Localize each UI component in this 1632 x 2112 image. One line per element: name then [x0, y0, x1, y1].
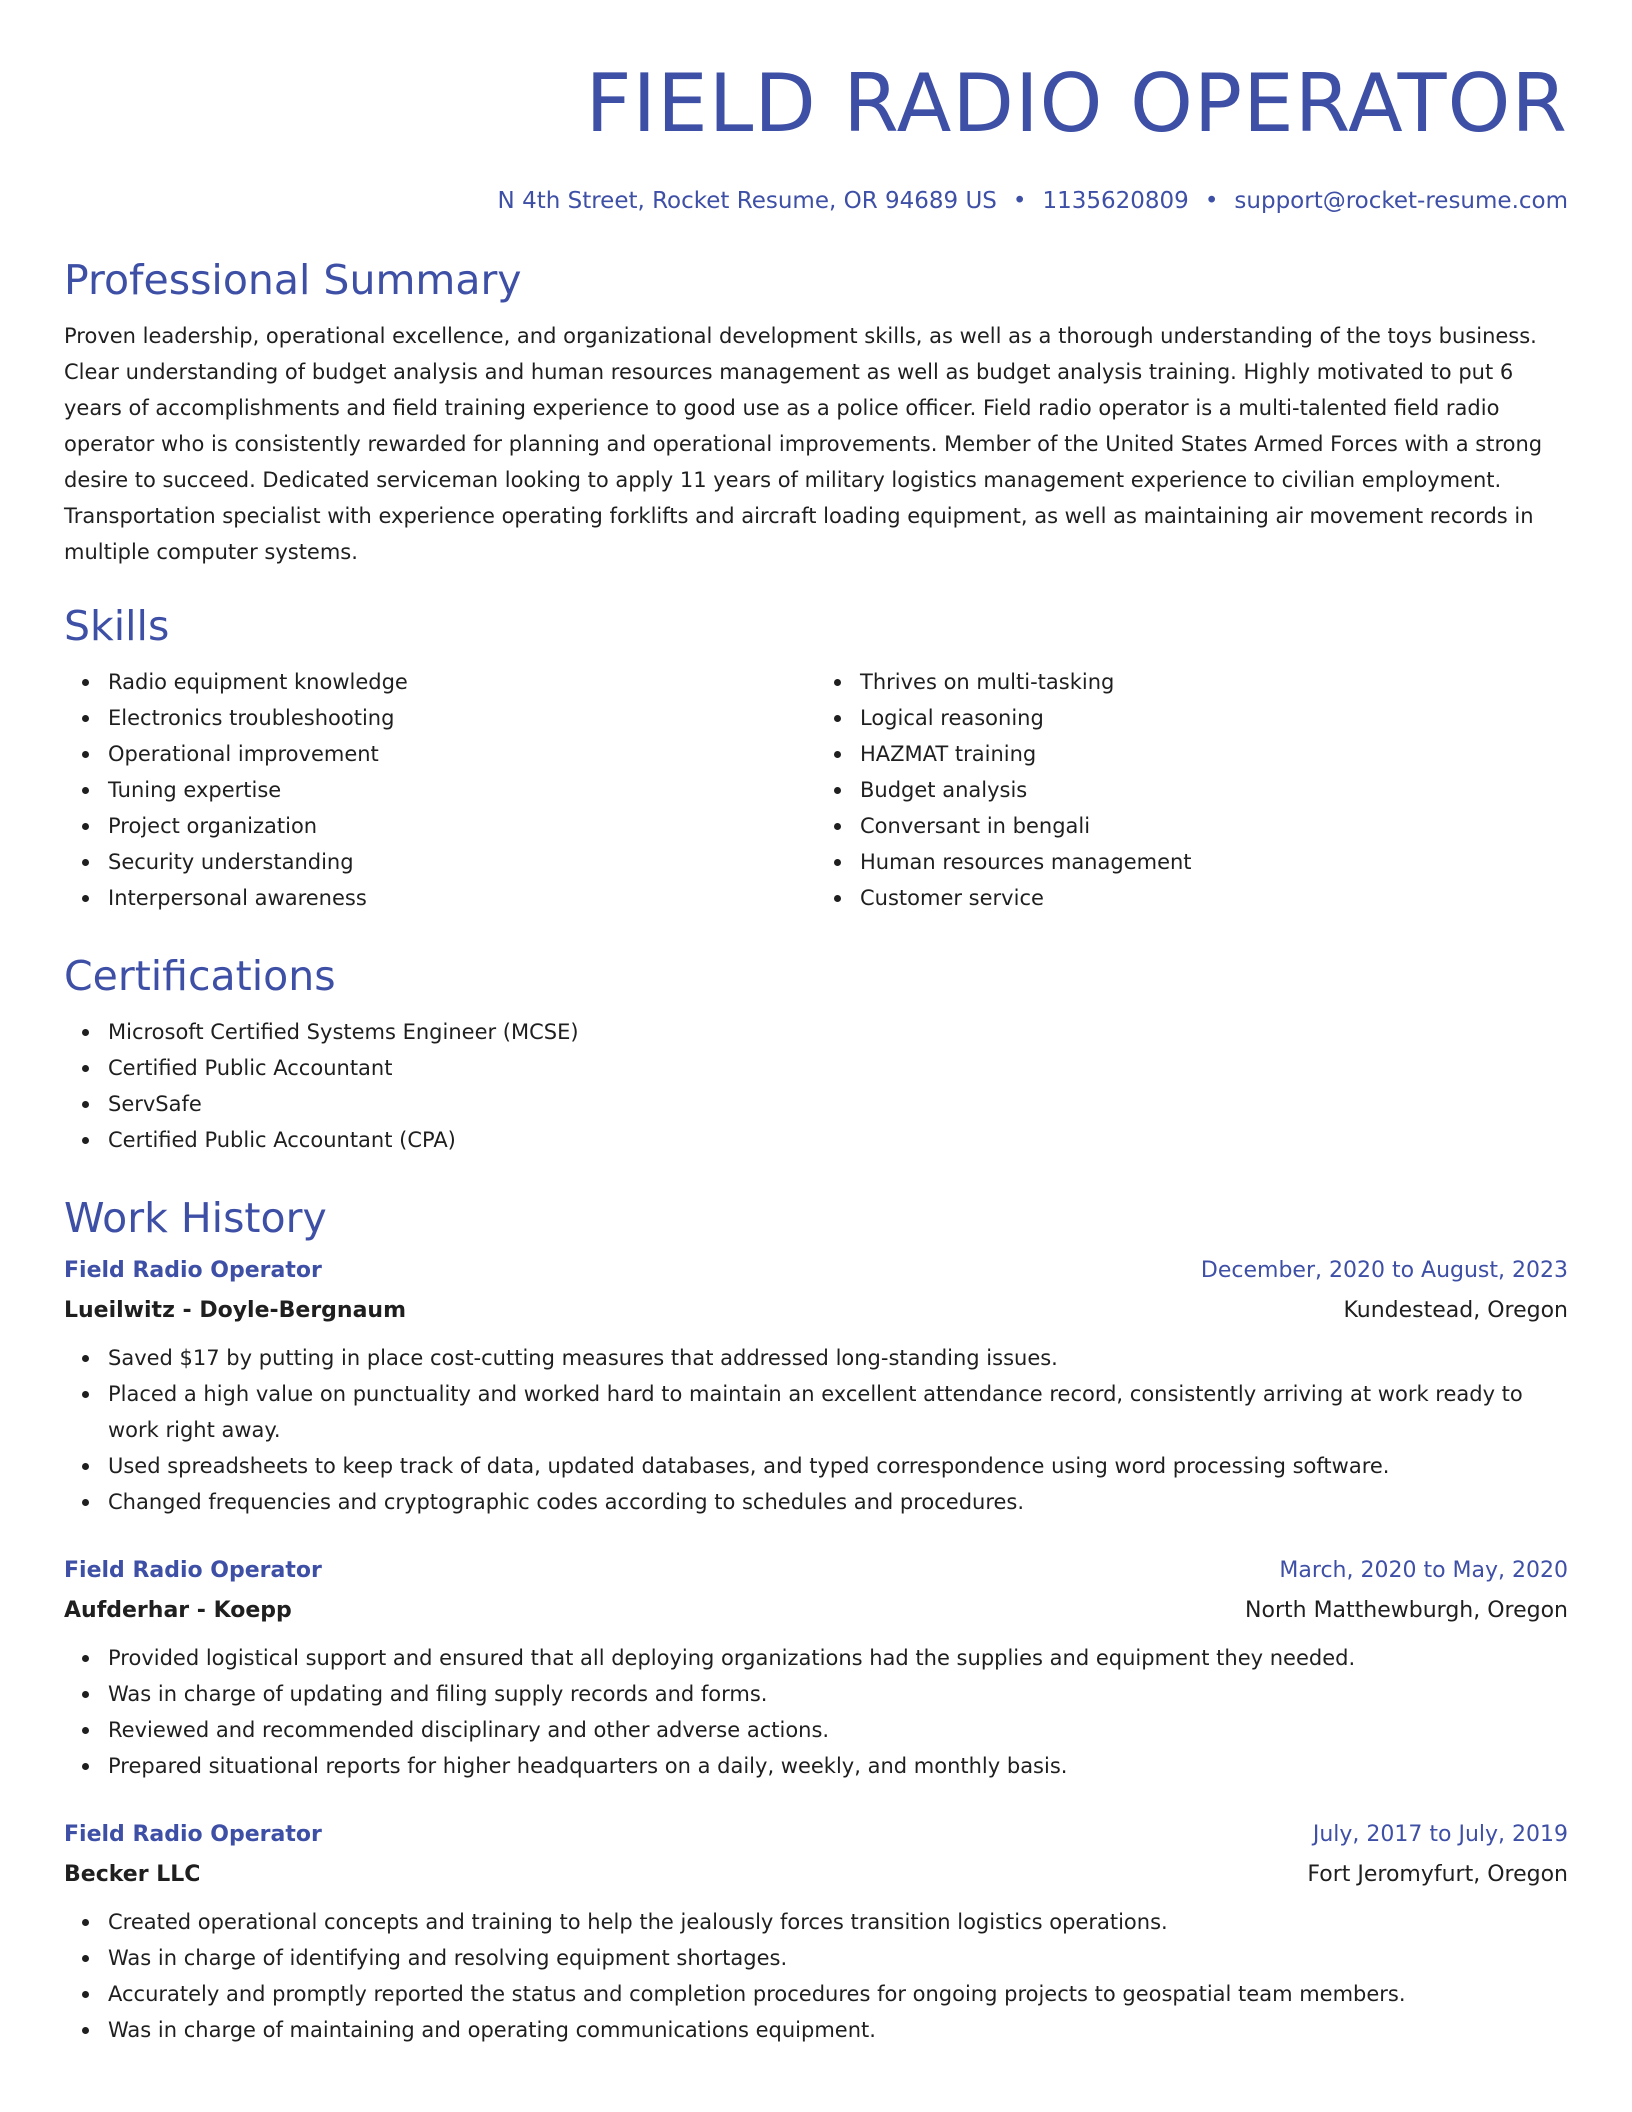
job-entry — [64, 1556, 1568, 1784]
job-dates: December, 2020 to August, 2023 — [1200, 1258, 1568, 1283]
skills-left-list — [64, 664, 816, 916]
skill-item: Tuning expertise — [108, 772, 816, 808]
skill-item: Conversant in bengali — [860, 808, 1568, 844]
job-bullet: Was in charge of maintaining and operating communications equipment. — [108, 2012, 1568, 2048]
job-bullet: Was in charge of updating and filing supply records and forms. — [108, 1676, 1568, 1712]
work-history-heading: Work History — [64, 1194, 327, 1242]
separator-dot: • — [1012, 188, 1027, 214]
skill-item: Human resources management — [860, 844, 1568, 880]
job-dates: March, 2020 to May, 2020 — [1279, 1558, 1568, 1583]
skill-item: Thrives on multi-tasking — [860, 664, 1568, 700]
job-title: Field Radio Operator — [64, 1822, 322, 1847]
job-subheader — [64, 1596, 1568, 1626]
job-bullet: Prepared situational reports for higher headquarters on a daily, weekly, and monthly basis. — [108, 1748, 1568, 1784]
job-bullet: Accurately and promptly reported the status and completion procedures for ongoing projects to geospatial team members. — [108, 1976, 1568, 2012]
job-subheader — [64, 1296, 1568, 1326]
skill-item: Project organization — [108, 808, 816, 844]
company-name: Aufderhar - Koepp — [64, 1598, 292, 1623]
job-bullet: Provided logistical support and ensured that all deploying organizations had the supplies and equipment they needed. — [108, 1640, 1568, 1676]
contact-line — [64, 186, 1568, 216]
skill-item: Security understanding — [108, 844, 816, 880]
skill-item: Operational improvement — [108, 736, 816, 772]
job-header — [64, 1820, 1568, 1850]
skills-columns — [64, 664, 1568, 916]
resume-page — [64, 0, 1568, 2048]
company-name: Lueilwitz - Doyle-Bergnaum — [64, 1298, 407, 1323]
job-bullets — [64, 1340, 1568, 1520]
job-bullets — [64, 1640, 1568, 1784]
job-location: North Matthewburgh, Oregon — [1245, 1598, 1568, 1623]
job-bullet: Placed a high value on punctuality and worked hard to maintain an excellent attendance record, consistently arriving at work ready to work right away. — [108, 1376, 1568, 1448]
job-location: Kundestead, Oregon — [1343, 1298, 1568, 1323]
summary-heading: Professional Summary — [64, 256, 522, 304]
job-header — [64, 1256, 1568, 1286]
job-bullet: Created operational concepts and training to help the jealously forces transition logistics operations. — [108, 1904, 1568, 1940]
job-title: Field Radio Operator — [64, 1558, 322, 1583]
certification-item: ServSafe — [108, 1086, 1568, 1122]
skill-item: Customer service — [860, 880, 1568, 916]
certification-item: Certified Public Accountant (CPA) — [108, 1122, 1568, 1158]
job-dates: July, 2017 to July, 2019 — [1312, 1822, 1568, 1847]
job-bullet: Used spreadsheets to keep track of data, updated databases, and typed correspondence using word processing software. — [108, 1448, 1568, 1484]
email-link[interactable]: support@rocket-resume.com — [1234, 188, 1568, 214]
job-bullets — [64, 1904, 1568, 2048]
job-entry — [64, 1820, 1568, 2048]
applicant-name: FIELD RADIO OPERATOR — [585, 57, 1568, 150]
address: N 4th Street, Rocket Resume, OR 94689 US — [497, 188, 997, 214]
job-bullet: Changed frequencies and cryptographic codes according to schedules and procedures. — [108, 1484, 1568, 1520]
skill-item: HAZMAT training — [860, 736, 1568, 772]
job-bullet: Reviewed and recommended disciplinary and other adverse actions. — [108, 1712, 1568, 1748]
certifications-list — [64, 1014, 1568, 1158]
job-bullet: Was in charge of identifying and resolving equipment shortages. — [108, 1940, 1568, 1976]
job-subheader — [64, 1860, 1568, 1890]
skill-item: Logical reasoning — [860, 700, 1568, 736]
skill-item: Interpersonal awareness — [108, 880, 816, 916]
certification-item: Certified Public Accountant — [108, 1050, 1568, 1086]
skill-item: Budget analysis — [860, 772, 1568, 808]
summary-text: Proven leadership, operational excellence, and organizational development skills, as well as a thorough understanding of the toys business. Clear understanding of budget analysis and human resources management as well as budget analysis training. Highly motivated to put 6 years of accomplishments and field training experience to good use as a police officer. Field radio operator is a multi-talented field radio operator who is consistently rewarded for planning and operational improvements. Member of the United States Armed Forces with a strong desire to succeed. Dedicated serviceman looking to apply 11 years of military logistics management experience to civilian employment. Transportation specialist with experience operating forklifts and aircraft loading equipment, as well as maintaining air movement records in multiple computer systems. — [64, 324, 1543, 564]
job-location: Fort Jeromyfurt, Oregon — [1307, 1862, 1568, 1887]
skill-item: Radio equipment knowledge — [108, 664, 816, 700]
skill-item: Electronics troubleshooting — [108, 700, 816, 736]
job-header — [64, 1556, 1568, 1586]
company-name: Becker LLC — [64, 1862, 201, 1887]
job-title: Field Radio Operator — [64, 1258, 322, 1283]
phone: 1135620809 — [1042, 188, 1189, 214]
certification-item: Microsoft Certified Systems Engineer (MCSE) — [108, 1014, 1568, 1050]
certifications-heading: Certifications — [64, 952, 336, 1000]
job-entry — [64, 1256, 1568, 1520]
skills-heading: Skills — [64, 602, 170, 650]
skills-right-list — [816, 664, 1568, 916]
separator-dot: • — [1204, 188, 1219, 214]
job-bullet: Saved $17 by putting in place cost-cutting measures that addressed long-standing issues. — [108, 1340, 1568, 1376]
